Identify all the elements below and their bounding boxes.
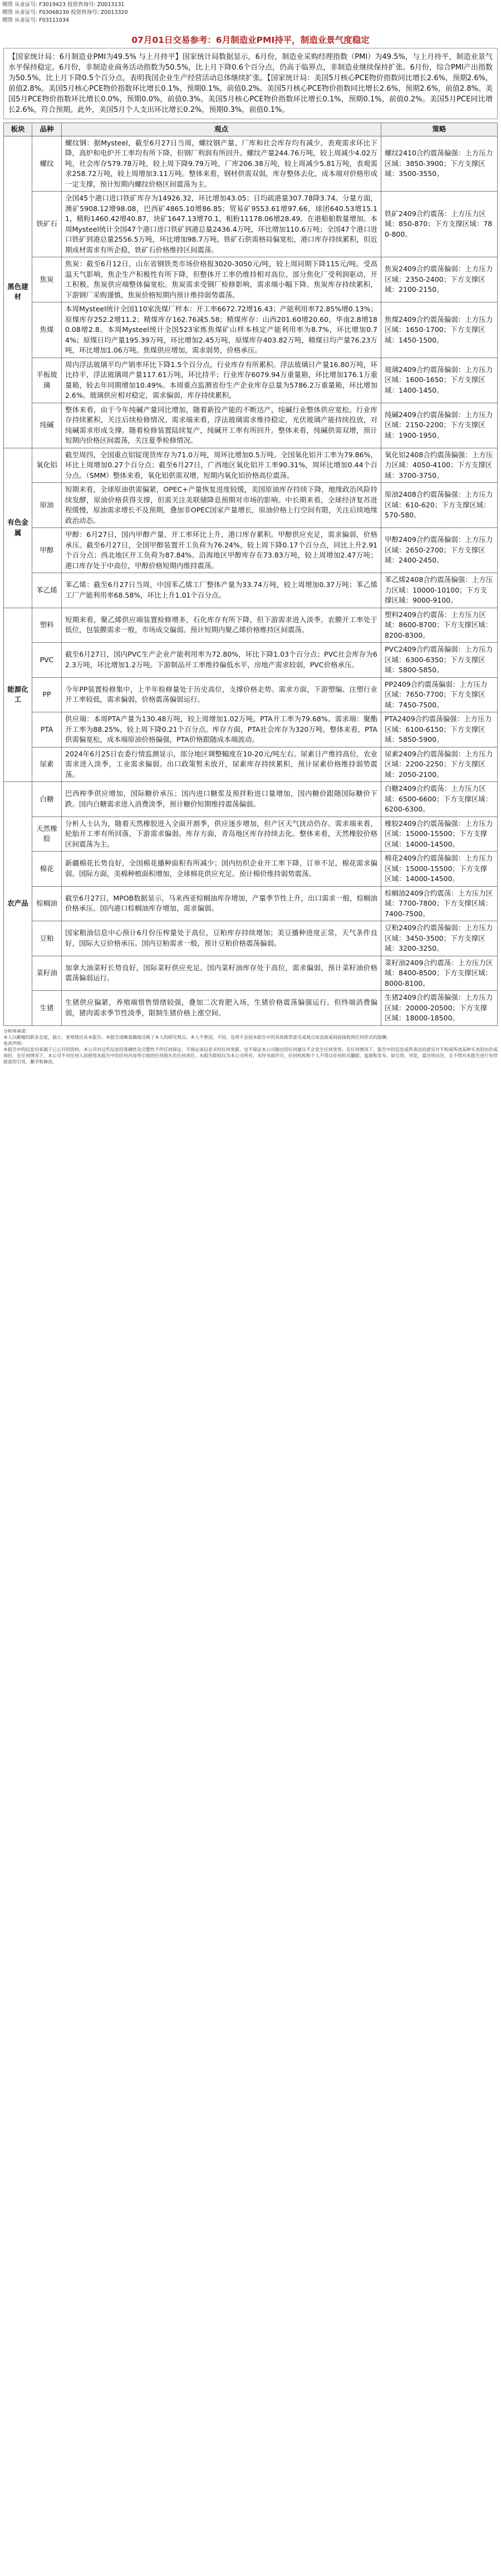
strategy-cell: 棕榈油2409合约震荡：上方压力区域：7700-7800；下方支撑区域：7400-7500。 [381, 886, 498, 921]
view-cell: 2024年6月25日农委行情监测显示，部分地区调整幅度在10-20元/吨左右。尿素日产维持高位，农业需求进入淡季，工业需求偏弱。出口政策暂未放开，尿素库存持续累积，预计尿素价格维持弱势震荡。 [62, 747, 381, 782]
table-row [4, 817, 498, 852]
view-cell: 截至6月27日，MPOB数据显示，马来西亚棕榈油库存增加，产量季节性上升，出口需求一般，棕榈油价格承压。国内港口棕榈油库存增加，需求偏弱。 [62, 886, 381, 921]
variety-cell: 天然橡胶 [32, 817, 62, 852]
table-header-row [4, 123, 498, 136]
variety-cell: PVC [32, 643, 62, 678]
view-cell: 本周Mysteel统计全国110家洗煤厂样本：开工率6672.72增16.43；产能利用率72.85%增0.13%；原煤库存252.2增11.2；精煤库存162.76减5.58；精煤库存：山西201.60增20.60，华南2.8增180.08增2.8。本周Mysteel统计全国523家炼焦煤矿山样本核定产能利用率为8.7%，环比增加0.74%；原煤日均产量195.39万吨，环比增加2.45万吨，原煤库存403.82万吨，精煤日均产量76.23万吨，环比增加1.06万吨。焦煤供应增加，需求弱势，价格承压。 [62, 302, 381, 358]
strategy-cell: 橡胶2409合约震荡偏强：上方压力区域：15000-15500；下方支撑区域：14000-14500。 [381, 817, 498, 852]
strategy-cell: 铁矿2409合约震荡：上方压力区域：850-870；下方支撑区域：780-800。 [381, 192, 498, 257]
variety-cell: 平板玻璃 [32, 358, 62, 403]
view-cell: 加拿大油菜籽长势良好，国际菜籽供应充足。国内菜籽油库存处于高位，需求偏弱，预计菜籽油价格震荡偏弱运行。 [62, 956, 381, 991]
view-cell: 新疆棉花长势良好，全国棉花播种面积有所减少；国内纺织企业开工率下降，订单不足，棉花需求偏弱。国际方面，美棉种植面积增加，全球棉花供应充足。预计棉价维持弱势震荡。 [62, 852, 381, 887]
view-cell: 焦炭：截至6月12日，山东省钢铁类市场价格报3020-3050元/吨，较上周同期下降115元/吨。受高温天气影响，焦企生产积极性有所下降，但整体开工率仍维持相对高位。部分焦化厂受利润驱动，开工积极。焦炭供应端整体偏宽松。焦炭需求受钢厂检修影响，需求端小幅下降。焦炭库存持续累积，下游钢厂采购谨慎，焦炭价格短期内预计维持弱势震荡。 [62, 257, 381, 302]
table-row [4, 403, 498, 448]
strategy-cell: 纯碱2409合约震荡偏弱：上方压力区域：2150-2200；下方支撑区域：1900-1950。 [381, 403, 498, 448]
variety-cell: 塑料 [32, 608, 62, 643]
sector-cell: 黑色建材 [4, 136, 32, 448]
strategy-cell: 玻璃2409合约震荡偏弱：上方压力区域：1600-1650；下方支撑区域：1400-1450。 [381, 358, 498, 403]
variety-cell: 生猪 [32, 991, 62, 1026]
macro-intro: 【国家统计局：6月制造业PMI为49.5% 与上月持平】国家统计局数据显示，6月份，制造业采购经理指数（PMI）为49.5%，与上月持平，制造业景气水平保持稳定。6月份，非制造业商务活动指数为50.5%，比上月下降0.6个百分点，仍高于临界点，非制造业继续保持扩张。6月份，综合PMI产出指数为50.5%，比上月下降0.5个百分点，表明我国企业生产经营活动总体继续扩张。【国家统计局：美国5月核心PCE物价指数同比增长2.6%，预期2.6%，前值2.8%。美国5月核心PCE物价指数环比增长0.1%，预期0.1%，前值0.2%。美国5月核心PCE物价指数同比增长2.6%，预期2.6%，前值2.8%。美国5月PCE物价指数环比增长0.0%，预期0.0%，前值0.3%。美国5月核心PCE物价指数环比增长0.1%，预期0.1%，前值0.2%。美国5月PCE同比增长2.6%，符合预期。此外，美国5月个人支出环比增长0.2%，预期0.3%，前值0.1%。 [3, 48, 498, 119]
variety-cell: 焦炭 [32, 257, 62, 302]
view-cell: 短期来看，全球原油供需偏紧，OPEC+产量恢复进度较缓，美国原油库存持续下降，地缘政治风险持续发酵，原油价格获得支撑，但需关注美联储降息预期对市场的影响。中长期来看，全球经济复苏进程缓慢，原油需求增长不及预期，叠加非OPEC国家产量增长，原油价格上行空间有限，关注后续地缘政治动态。 [62, 483, 381, 528]
variety-cell: 尿素 [32, 747, 62, 782]
header-strategy: 策略 [381, 123, 498, 136]
table-row [4, 448, 498, 483]
table-row [4, 192, 498, 257]
view-cell: 生猪供应偏紧，养殖端惜售情绪较强，叠加二次育肥入场，生猪价格震荡偏强运行。但终端消费偏弱，猪肉需求季节性淡季，限制生猪价格上涨空间。 [62, 991, 381, 1026]
variety-cell: 豆粕 [32, 921, 62, 956]
table-row [4, 573, 498, 608]
view-cell: 螺纹钢：据Mysteel，截至6月27日当周，螺纹钢产量、厂库和社会库存均有减少。表观需求环比下降，高炉和电炉开工率均有所下降，但钢厂利润有所回升。螺纹产量244.76万吨，较上周减少4.02万吨，社会库存579.78万吨，较上周下降9.79万吨，厂库206.38万吨，较上周减少5.81万吨，表观需求258.72万吨，较上周增加3.11万吨。整体来看，钢材供需双弱，库存整体去化，成本端对价格形成一定支撑，预计短期内螺纹价格区间震荡为主。 [62, 136, 381, 192]
strategy-cell: 甲醇2409合约震荡偏弱：上方压力区域：2650-2700；下方支撑区域：2400-2450。 [381, 528, 498, 573]
view-cell: 截至周四，全国重点铝锭现货库存为71.0万吨，周环比增加0.5万吨。全国氧化铝开工率为79.86%，环比上周增加0.27个百分点；截至6月27日，广西地区氧化铝开工率90.31%，周环比增加0.44个百分点。（SMM）整体来看，氧化铝供需双增，短期内氧化铝价格高位震荡。 [62, 448, 381, 483]
disclaimer [3, 1028, 498, 1065]
strategy-cell: 尿素2409合约震荡偏弱：上方压力区域：2200-2250；下方支撑区域：2050-2100。 [381, 747, 498, 782]
table-row [4, 991, 498, 1026]
view-cell: 分析人士认为，随着天然橡胶进入全面开割季，供应逐步增加，但产区天气扰动仍存。需求端来看，轮胎开工率有所回落，下游需求偏弱。库存方面，青岛地区库存持续去化。整体来看，天然橡胶价格区间震荡为主。 [62, 817, 381, 852]
variety-cell: 原油 [32, 483, 62, 528]
strategy-cell: 豆粕2409合约震荡偏弱：上方压力区域：3450-3500；下方支撑区域：3200-3250。 [381, 921, 498, 956]
license-line: 期货 从业证号: F3019423 投资咨询号: Z0013131 [2, 2, 125, 8]
table-row [4, 782, 498, 817]
view-cell: 截至6月27日，国内PVC生产企业产能利用率为72.80%，环比下降1.03个百分点；PVC社会库存为62.3万吨，环比增加1.2万吨。下游制品开工率维持偏低水平，房地产需求较弱，PVC价格承压。 [62, 643, 381, 678]
table-row [4, 712, 498, 747]
view-cell: 供应端：本周PTA产量为130.48万吨，较上周增加1.02万吨。PTA开工率为79.68%。需求端：聚酯开工率为88.25%，较上周下降0.21个百分点。库存方面，PTA社会库存为320万吨。整体来看，PTA供需偏宽松，成本端原油价格偏强，PTA价格跟随成本端波动。 [62, 712, 381, 747]
table-row [4, 886, 498, 921]
strategy-cell: PVC2409合约震荡偏弱：上方压力区域：6300-6350；下方支撑区域：5800-5850。 [381, 643, 498, 678]
strategy-cell: 螺纹2410合约震荡偏强：上方压力区域：3850-3900；下方支撑区域：3500-3550。 [381, 136, 498, 192]
view-cell: 甲醇：6月27日，国内甲醇产量、开工率环比上升，港口库存累积。甲醇供应充足，需求偏弱，价格承压。截至6月27日，全国甲醇装置开工负荷为76.24%，较上周下降0.17个百分点，同比上升2.91个百分点；西北地区开工负荷为87.84%。沿海地区甲醇库存在73.83万吨，较上周增加2.47万吨；港口库存处于中高位，甲醇价格短期内维持震荡。 [62, 528, 381, 573]
strategy-cell: 生猪2409合约震荡偏强：上方压力区域：20000-20500；下方支撑区域：18000-18500。 [381, 991, 498, 1026]
table-row [4, 956, 498, 991]
header-sector: 板块 [4, 123, 32, 136]
view-cell: 全国45个港口进口铁矿库存为14926.32，环比增加43.05；日均疏港量307.78降3.74。分量方面，澳矿5908.12增98.08，巴西矿4865.10增86.85；贸易矿9553.61增97.66，球团640.53增15.11，精粉1460.42增40.87，块矿1647.13增70.1，粗粉11178.06增28.49。在港船舶数量增加。本周Mysteel统计全国47个港口进口铁矿到港总量2436.4万吨，环比增加110.6万吨；全国47个港口进口铁矿到港总量2556.5万吨，环比增加98.7万吨。铁矿石供需格局偏宽松，港口库存持续累积，但近期成材需求有所企稳，铁矿石价格维持区间震荡。 [62, 192, 381, 257]
variety-cell: 白糖 [32, 782, 62, 817]
variety-cell: 铁矿石 [32, 192, 62, 257]
strategy-cell: 棉花2409合约震荡偏弱：上方压力区域：15000-15500；下方支撑区域：14000-14500。 [381, 852, 498, 887]
variety-cell: 菜籽油 [32, 956, 62, 991]
sector-cell: 农产品 [4, 782, 32, 1026]
strategy-cell: 焦煤2409合约震荡偏弱：上方压力区域：1650-1700；下方支撑区域：1450-1500。 [381, 302, 498, 358]
table-row [4, 921, 498, 956]
view-cell: 周内浮法玻璃平均产销率环比下降1.5个百分点，行业库存有所累积。浮法玻璃日产量16.80万吨，环比持平，浮法玻璃周产量117.61万吨，环比持平；行业库存6079.94万重量箱，环比增加176.1万重量箱，较去年同期增加10.49%。本周重点监测省份生产企业库存总量为5786.2万重量箱，环比增加2.6%。玻璃供应相对稳定，需求偏弱，库存持续累积。 [62, 358, 381, 403]
table-row [4, 528, 498, 573]
disclaimer-heading: 免责声明： [3, 1040, 26, 1046]
strategy-cell: 焦炭2409合约震荡偏弱：上方压力区域：2350-2400；下方支撑区域：2100-2150。 [381, 257, 498, 302]
view-cell: 巴西榨季供应增加，国际糖价承压；国内进口糖浆及预拌粉进口量增加，国内糖价跟随国际糖价下跌。国内白糖需求进入消费淡季，预计糖价短期维持震荡偏弱。 [62, 782, 381, 817]
table-row [4, 136, 498, 192]
report-title: 07月01日交易参考：6月制造业PMI持平，制造业景气度稳定 [131, 35, 370, 45]
table-row [4, 677, 498, 712]
view-cell: 国家粮油信息中心预计6月份压榨量处于高位，豆粕库存持续增加；美豆播种进度正常，天气条件良好，国际大豆价格承压。国内豆粕需求一般，预计豆粕价格震荡偏弱。 [62, 921, 381, 956]
table-row [4, 852, 498, 887]
disclaimer-text: 本报告中的信息均来源于已公开的资料，本公司对这些信息的准确性及完整性不作任何保证，不保证该信息未经任何更新，也不保证本公司做出的任何建议不会发生任何变更。在任何情况下，报告中的信息或所表达的意见并不构成所述品种买卖的出价或询价。在任何情况下，本公司不对任何人因使用本报告中的任何内容所引致的任何损失负任何责任。本报告版权仅为本公司所有，未经书面许可，任何机构和个人不得以任何形式翻版、复制和发布。如引用、刊发，需注明出处，且不得对本报告进行有悖原意的引用、删节和修改。 [3, 1047, 498, 1064]
strategy-cell: 塑料2409合约震荡：上方压力区域：8600-8700；下方支撑区域：8200-8300。 [381, 608, 498, 643]
view-cell: 今年PP装置检修集中，上半年检修量处于历史高位，支撑价格走势。需求方面，下游塑编、注塑行业开工率较低，需求偏弱，价格震荡偏弱运行。 [62, 677, 381, 712]
variety-cell: 棉花 [32, 852, 62, 887]
sector-cell: 能源化工 [4, 608, 32, 782]
strategy-cell: 氧化铝2408合约震荡偏强：上方压力区域：4050-4100；下方支撑区域：3700-3750。 [381, 448, 498, 483]
variety-cell: 纯碱 [32, 403, 62, 448]
strategy-cell: 原油2408合约震荡偏强：上方压力区域：610-620；下方支撑区域：570-580。 [381, 483, 498, 528]
table-row [4, 747, 498, 782]
table-body [4, 136, 498, 1025]
license-line: 期货 从业证号: F03068230 投资咨询号: Z0013320 [2, 9, 128, 16]
strategy-cell: PP2409合约震荡偏弱：上方压力区域：7650-7700；下方支撑区域：7450-7500。 [381, 677, 498, 712]
table-row [4, 302, 498, 358]
header-view: 观点 [62, 123, 381, 136]
variety-cell: PTA [32, 712, 62, 747]
table-row [4, 643, 498, 678]
header-variety: 品种 [32, 123, 62, 136]
table-row [4, 483, 498, 528]
variety-cell: PP [32, 677, 62, 712]
variety-cell: 氧化铝 [32, 448, 62, 483]
sector-cell: 有色金属 [4, 448, 32, 608]
variety-cell: 甲醇 [32, 528, 62, 573]
disclaimer-text: 本人以勤勉的职业态度，独立、客观地出具本报告。本报告清晰准确地反映了本人的研究观点。本人不曾因，不因，也将不会因本报告中的具体推荐意见或观点而直接或间接接收到任何形式的报酬。 [3, 1034, 391, 1040]
strategy-cell: 苯乙烯2408合约震荡偏强：上方压力区域：10000-10100；下方支撑区域：9000-9100。 [381, 573, 498, 608]
variety-cell: 焦煤 [32, 302, 62, 358]
disclaimer-heading: 分析师承诺： [3, 1028, 30, 1034]
table-row [4, 608, 498, 643]
variety-cell: 棕榈油 [32, 886, 62, 921]
strategy-cell: PTA2409合约震荡偏强：上方压力区域：6100-6150；下方支撑区域：5850-5900。 [381, 712, 498, 747]
analyst-license-header [0, 0, 501, 28]
view-cell: 苯乙烯：截至6月27日当周，中国苯乙烯工厂整体产量为33.74万吨，较上周增加0.37万吨；苯乙烯工厂产能利用率68.58%，环比上升1.01个百分点。 [62, 573, 381, 608]
trading-reference-table [3, 123, 498, 1026]
strategy-cell: 白糖2409合约震荡：上方压力区域：6500-6600；下方支撑区域：6200-6300。 [381, 782, 498, 817]
table-row [4, 358, 498, 403]
view-cell: 整体来看，由于今年纯碱产量同比增加，随着新投产能的不断达产，纯碱行业整体供应宽松。行业库存持续累积，关注后续检修情况。需求端来看，浮法玻璃需求维持稳定，光伏玻璃产能持续投放，对纯碱需求形成支撑。随着检修装置陆续复产，纯碱开工率有所回升。整体来看，纯碱供需双增，预计短期内价格区间震荡，关注夏季检修情况。 [62, 403, 381, 448]
variety-cell: 苯乙烯 [32, 573, 62, 608]
table-row [4, 257, 498, 302]
variety-cell: 螺纹 [32, 136, 62, 192]
view-cell: 短期来看，聚乙烯供应端装置检修增多，石化库存有所下降，但下游需求进入淡季，农膜开工率处于低位，包装膜需求一般，市场成交偏弱。预计短期内聚乙烯价格维持区间震荡。 [62, 608, 381, 643]
strategy-cell: 菜籽油2409合约震荡：上方压力区域：8400-8500；下方支撑区域：8000-8100。 [381, 956, 498, 991]
license-line: 期货 从业证号: F03111034 [2, 17, 70, 23]
